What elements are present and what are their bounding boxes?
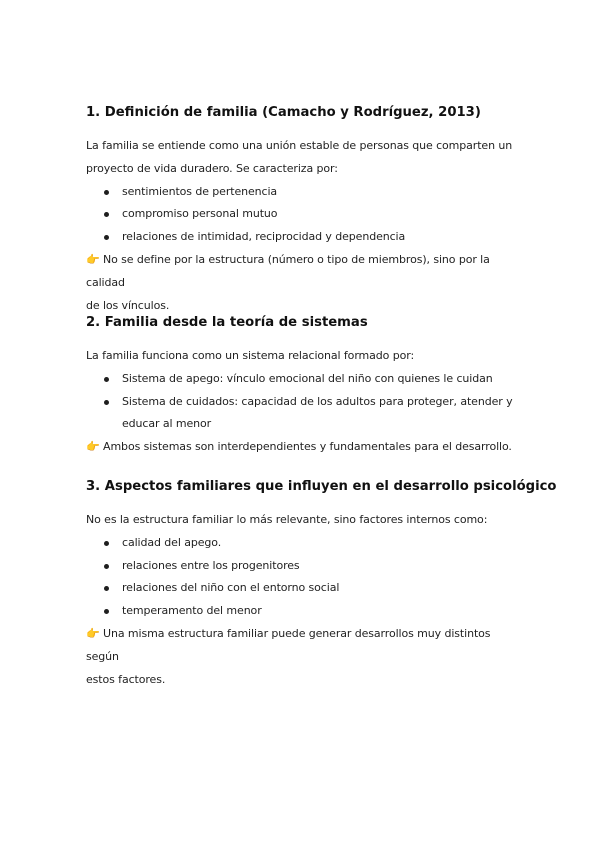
- list-item: sentimientos de pertenencia: [86, 181, 516, 204]
- list-item: calidad del apego.: [86, 532, 516, 555]
- pointing-hand-icon: 👉: [86, 440, 100, 454]
- note-line: 👉 Ambos sistemas son interdependientes y fundamentales para el desarrollo.: [86, 436, 516, 459]
- note-line: estos factores.: [86, 672, 166, 686]
- bullet-dot-icon: [104, 609, 109, 614]
- section-heading: 2. Familia desde la teoría de sistemas: [86, 315, 368, 330]
- bullet-dot-icon: [104, 212, 109, 217]
- section-note: [86, 623, 516, 691]
- note-line: 👉 Una misma estructura familiar puede generar desarrollos muy distintos según: [86, 623, 516, 669]
- section-note: [86, 249, 516, 317]
- bullet-list: [86, 532, 516, 623]
- intro-line: La familia se entiende como una unión estable de personas que comparten un: [86, 139, 513, 152]
- intro-line: proyecto de vida duradero. Se caracteriza por:: [86, 161, 338, 175]
- note-line: 👉 No se define por la estructura (número o tipo de miembros), sino por la calidad: [86, 249, 516, 295]
- list-item: temperamento del menor: [86, 600, 516, 623]
- bullet-list: [86, 368, 516, 436]
- section-intro: [86, 509, 516, 532]
- pointing-hand-icon: 👉: [86, 252, 100, 266]
- bullet-list: [86, 181, 516, 249]
- intro-line: La familia funciona como un sistema relacional formado por:: [86, 349, 415, 362]
- list-item: Sistema de cuidados: capacidad de los adultos para proteger, atender y educar al menor: [86, 391, 516, 437]
- list-item: relaciones del niño con el entorno social: [86, 577, 516, 600]
- section-sistemas: [86, 314, 516, 459]
- section-note: [86, 436, 516, 459]
- section-aspectos: [86, 478, 557, 691]
- bullet-dot-icon: [104, 400, 109, 405]
- section-heading: 3. Aspectos familiares que influyen en el desarrollo psicológico: [86, 479, 557, 494]
- intro-line: No es la estructura familiar lo más relevante, sino factores internos como:: [86, 513, 488, 526]
- section-definicion: [86, 104, 516, 317]
- bullet-dot-icon: [104, 541, 109, 546]
- bullet-dot-icon: [104, 377, 109, 382]
- bullet-dot-icon: [104, 586, 109, 591]
- bullet-dot-icon: [104, 235, 109, 240]
- list-item: Sistema de apego: vínculo emocional del niño con quienes le cuidan: [86, 368, 516, 391]
- section-intro: [86, 345, 516, 368]
- section-heading: 1. Definición de familia (Camacho y Rodríguez, 2013): [86, 105, 481, 120]
- note-line: de los vínculos.: [86, 298, 170, 312]
- list-item: relaciones de intimidad, reciprocidad y dependencia: [86, 226, 516, 249]
- section-intro: [86, 135, 516, 181]
- list-item: compromiso personal mutuo: [86, 203, 516, 226]
- list-item: relaciones entre los progenitores: [86, 555, 516, 578]
- bullet-dot-icon: [104, 190, 109, 195]
- pointing-hand-icon: 👉: [86, 626, 100, 640]
- bullet-dot-icon: [104, 564, 109, 569]
